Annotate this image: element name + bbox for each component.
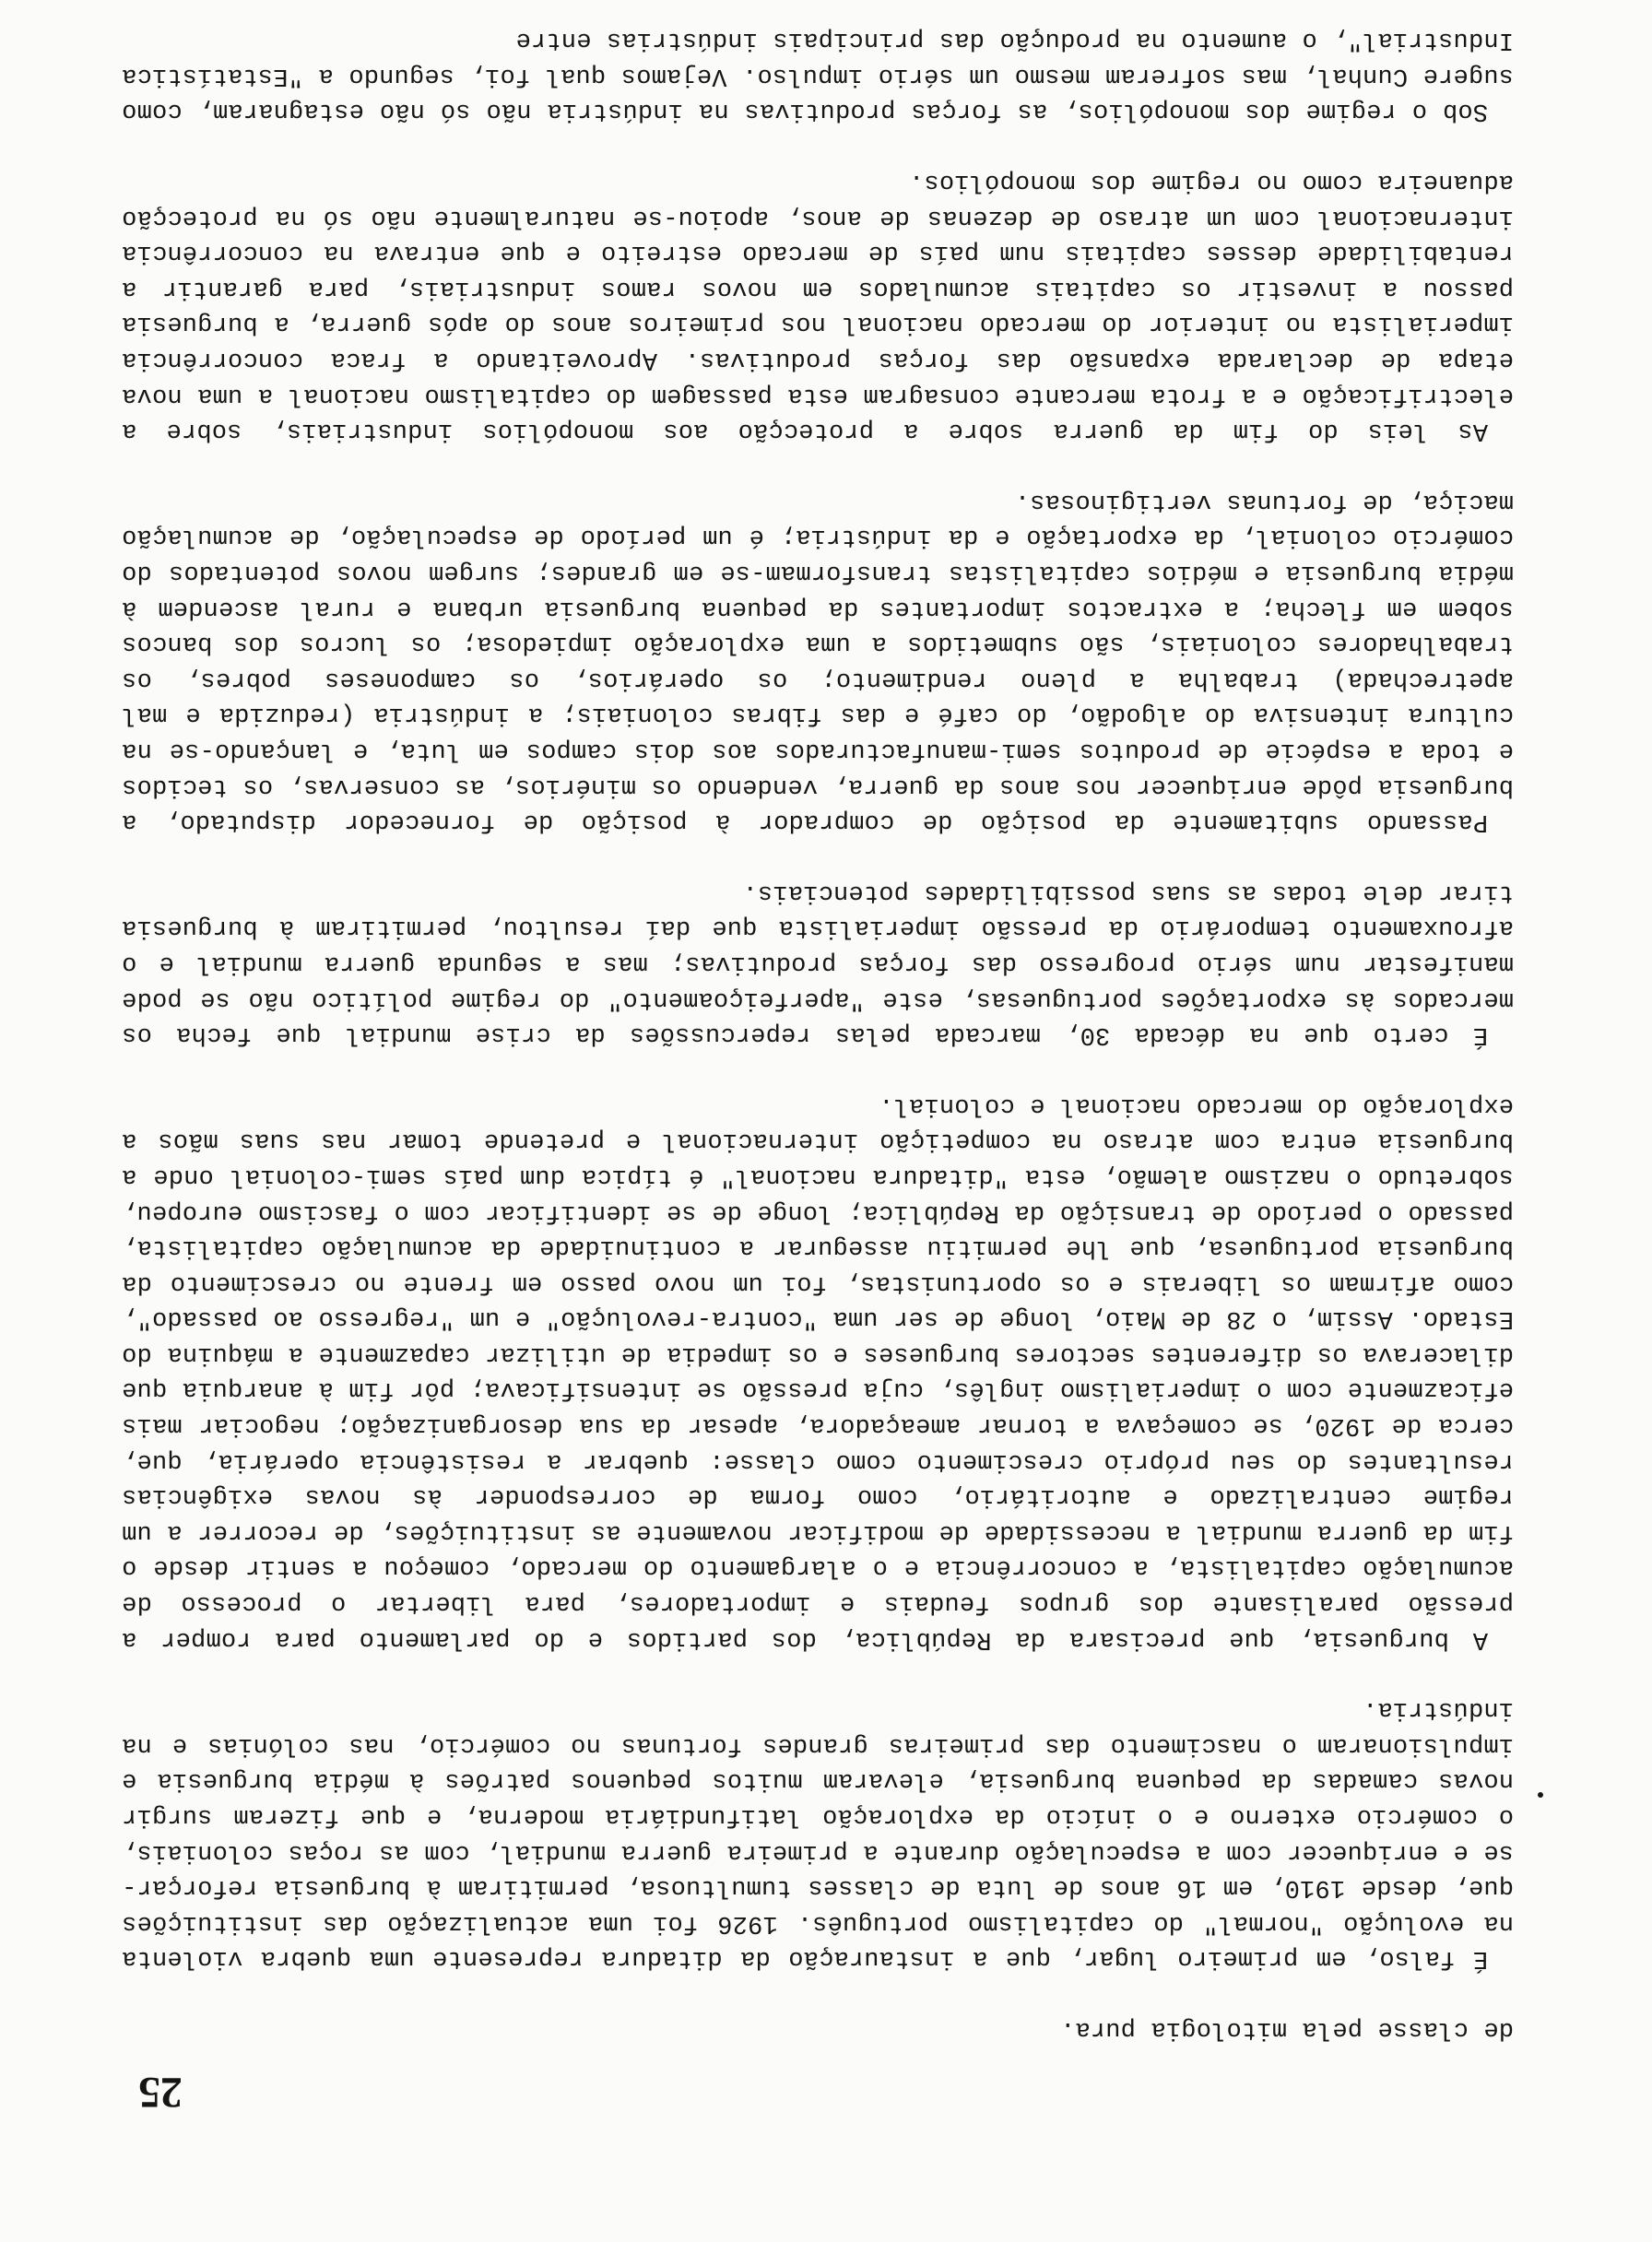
page-number: 25 [138, 2068, 183, 2117]
paragraph-1926 [122, 1692, 1514, 1976]
paragraph-intro: de classe pela mitologia pura. [1059, 2015, 1514, 2043]
paragraph-leis-guerra: As leis do fim da guerra sobre a protecção aos monopólios industriais, sobre a electrificação e a frota mercante consagram esta passagem do capitalismo nacional a uma nova etapa de declarada expansão das forças produtivas. Aproveitando a fraca concorrência imperialista no interior do mercado nacional nos primeiros anos do após guerra, a burguesia passou a investir os capitais acumulados em novos ramos industriais, para garantir a rentabilidade desses capitais num país de mercado estreito e que entrava na concorrência internacional com um atraso de dezenas de anos, apoiou-se naturalmente não só na protecção aduaneira como no regime dos monopólios. [122, 168, 1514, 445]
margin-mark [1538, 1792, 1543, 1798]
paragraph-1926-text: É falso, em primeiro lugar, que a instauração da ditadura represente uma quebra violenta na evolução "normal" do capitalismo português. 1926 foi uma actualização das instituições que, desde 1910, em 16 anos de luta de classes tumultuosa, permitiram à burguesia reforçar-se e enriquecer com a especulação durante a primeira guerra mundial, com as roças coloniais, o comércio externo e o início da exploração latifundiária moderna, e que fizeram surgir novas camadas da pequena burguesia, elevaram muitos pequenos patrões à média burguesia e impulsionaram o nascimento das primeiras grandes fortunas no comércio, nas colónias e na indústria. [122, 1695, 1514, 1973]
paragraph-decada-30: É certo que na década 30, marcada pelas repercussões da crise mundial que fecha os mercados às exportações portuguesas, este "aperfeiçoamento" do regime político não se pode manifestar num sério progresso das forças produtivas; mas a segunda guerra mundial e o afrouxamento temporário da pressão imperialista que daí resultou, permitiram à burguesia tirar dele todas as suas possibilidades potenciais. [122, 878, 1514, 1049]
paragraph-monopolios: Sob o regime dos monopólios, as forças produtivas na indústria não só não estagnaram, como sugere Cunhal, mas sofreram mesmo um sério impulso. Vejamos qual foi, segundo a "Estatística Industrial", o aumento na produção das principais indústrias entre [122, 26, 1514, 125]
paragraph-burguesia-republica: A burguesia, que precisara da República, dos partidos e do parlamento para romper a pressão paralisante dos grupos feudais e importadores, para libertar o processo de acumulação capitalista, a concorrência e o alargamento do mercado, começou a sentir desde o fim da guerra mundial a necessidade de modificar novamente as instituições, de recorrer a um regime centralizado e autoritário, como forma de corresponder às novas exigências resultantes do seu próprio crescimento como classe: quebrar a resistência operária, que, cerca de 1920, se começava a tornar ameaçadora, apesar da sua desorganização; negociar mais eficazmente com o imperialismo inglês, cuja pressão se intensificava; pôr fim à anarquia que dilacerava os diferentes sectores burgueses e os impedia de utilizar capazmente a máquina do Estado. Assim, o 28 de Maio, longe de ser uma "contra-revolução" e um "regresso ao passado", como afirmam os liberais e os oportunistas, foi um novo passo em frente no crescimento da burguesia portuguesa, que lhe permitiu assegurar a continuidade da acumulação capitalista, passado o período de transição da República; longe de se identificar com o fascismo europeu, sobretudo o nazismo alemão, esta "ditadura nacional" é típica dum país semi-colonial onde a burguesia entra com atraso na competição internacional e pretende tomar nas suas mãos a exploração do mercado nacional e colonial. [122, 1091, 1514, 1653]
paragraph-guerra: Passando subitamente da posição de comprador à posição de fornecedor disputado, a burguesia pôde enriquecer nos anos da guerra, vendendo os minérios, as conservas, os tecidos e toda a espécie de produtos semi-manufacturados aos dois campos em luta, e lançando-se na cultura intensiva do algodão, do café e das fibras coloniais; a indústria (reduzida e mal apetrechada) trabalha a pleno rendimento; os operários, os camponeses pobres, os trabalhadores coloniais, são submetidos a uma exploração impiedosa; os lucros dos bancos sobem em flecha; a extractos importantes da pequena burguesia urbana e rural ascendem à média burguesia e médios capitalistas transformam-se em grandes; surgem novos potentados do comércio colonial, da exportação e da indústria; é um período de especulação, de acumulação maciça, de fortunas vertiginosas. [122, 487, 1514, 836]
document-body [122, 0, 1514, 2047]
